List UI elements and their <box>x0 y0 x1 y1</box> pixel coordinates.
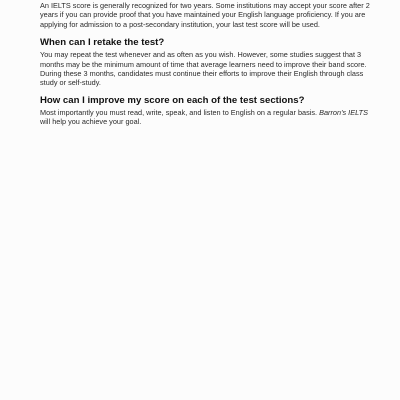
validity-paragraph: An IELTS score is generally recognized for two years. Some institutions may accept your score after 2 years if you can provide proof that you have maintained your English language proficiency. If you are applying for admission to a post-secondary institution, your last test score will be used. <box>40 1 370 29</box>
book-title: Barron's IELTS <box>319 107 368 117</box>
page-content <box>40 1 370 127</box>
improve-paragraph <box>40 108 370 127</box>
improve-text-start: Most importantly you must read, write, speak, and listen to English on a regular basis. <box>40 107 320 117</box>
improve-text-end: will help you achieve your goal. <box>40 117 142 127</box>
retake-heading: When can I retake the test? <box>40 37 165 49</box>
retake-paragraph: You may repeat the test whenever and as often as you wish. However, some studies suggest that 3 months may be the minimum amount of time that average learners need to improve their band score. During these 3 months, candidates must continue their efforts to improve their English through class study or self-study. <box>40 50 367 88</box>
improve-heading: How can I improve my score on each of the test sections? <box>40 94 305 106</box>
